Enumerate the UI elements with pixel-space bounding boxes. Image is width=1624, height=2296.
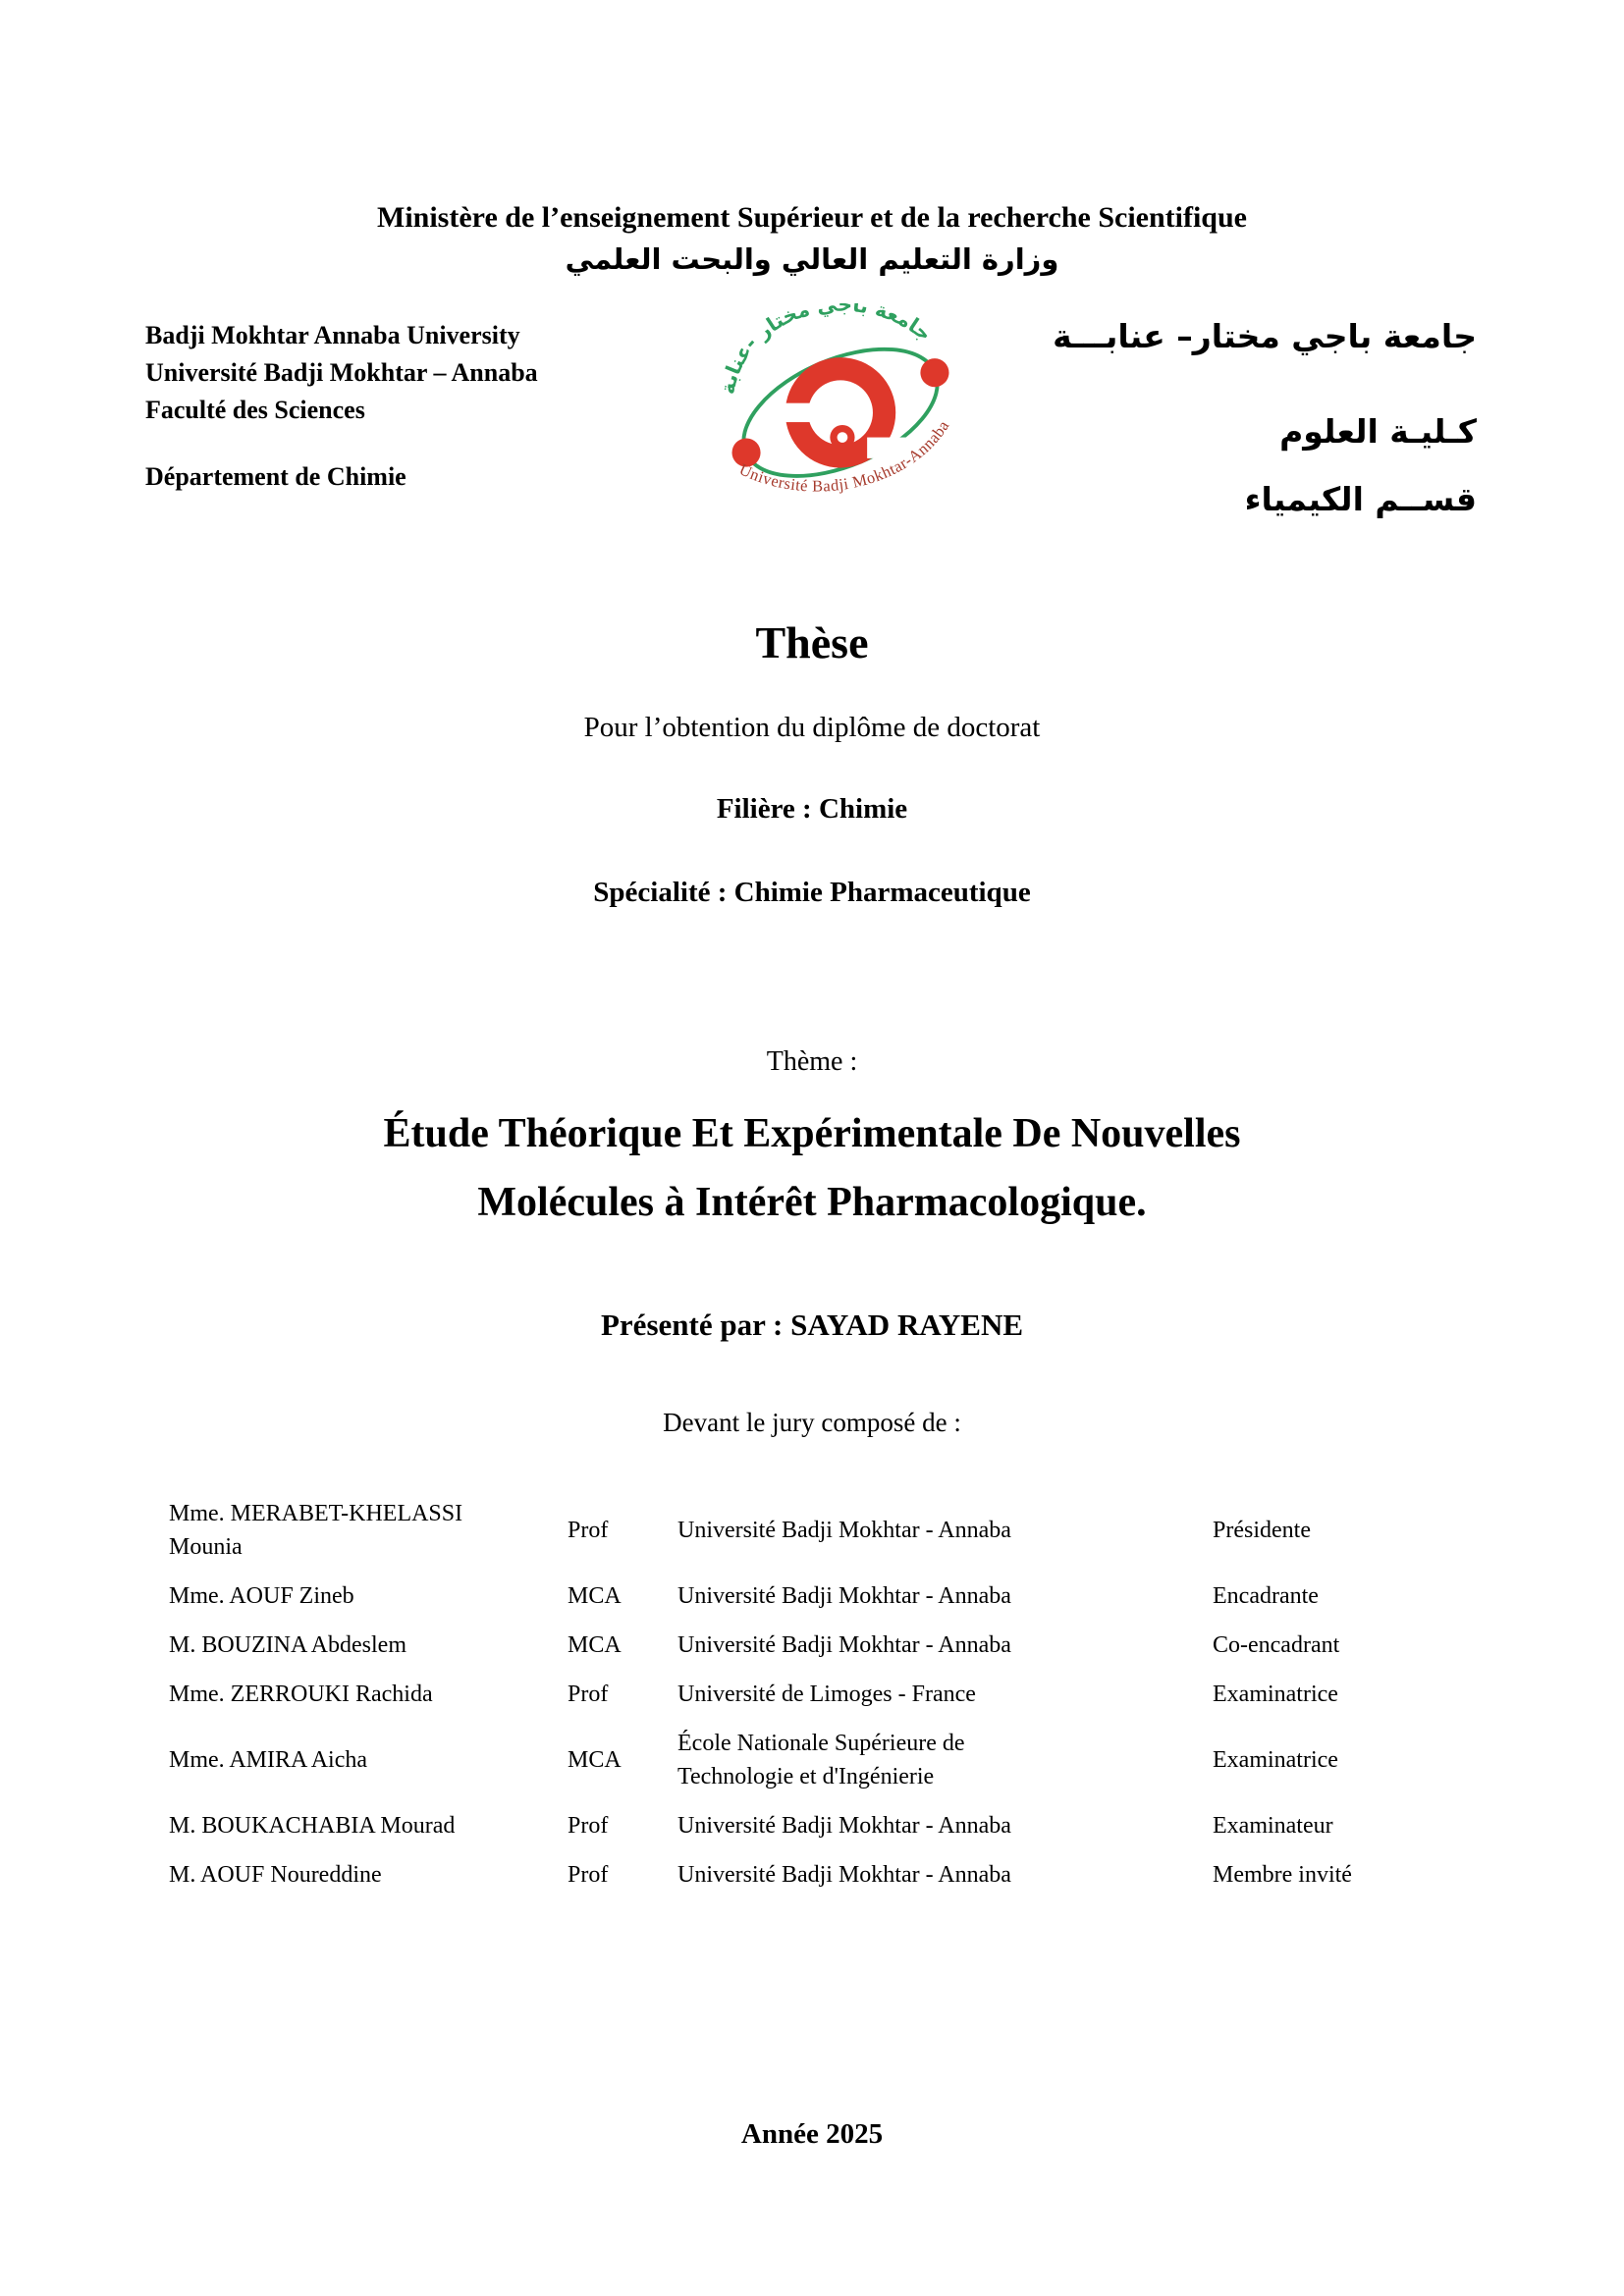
theme-label: Thème : [766, 1046, 858, 1077]
jury-table [0, 1497, 1624, 1892]
jury-member-role: Co-encadrant [1213, 1632, 1340, 1658]
ministry-title-fr: Ministère de l’enseignement Supérieur et de la recherche Scientifique [377, 201, 1247, 234]
jury-member-grade: MCA [568, 1583, 622, 1609]
jury-member-role: Examinatrice [1213, 1747, 1338, 1773]
thesis-title [0, 1099, 1624, 1237]
thesis-title-line1: Étude Théorique Et Expérimentale De Nouvelles [383, 1111, 1241, 1156]
jury-member-affiliation: Université Badji Mokhtar - Annaba [677, 1862, 1011, 1888]
jury-member-grade: Prof [568, 1682, 609, 1707]
institution-row [0, 303, 1624, 518]
jury-member-name: Mme. AMIRA Aicha [169, 1747, 367, 1773]
jury-member-affiliation: Université de Limoges - France [677, 1682, 976, 1707]
department-name: Département de Chimie [145, 462, 406, 491]
jury-member-affiliation: Université Badji Mokhtar - Annaba [677, 1813, 1011, 1839]
faculty-name: Faculté des Sciences [145, 396, 365, 424]
degree-purpose-line: Pour l’obtention du diplôme de doctorat [583, 712, 1041, 743]
jury-member-grade: Prof [568, 1518, 609, 1543]
jury-member-affiliation: Université Badji Mokhtar - Annaba [677, 1632, 1011, 1658]
logo-arc-text-fr: Université Badji Mokhtar-Annaba [736, 416, 953, 496]
ministry-title-ar: وزارة التعليم العالي والبحت العلمي [565, 242, 1059, 276]
jury-member-affiliation: École Nationale Supérieure de Technologie et d'Ingénierie [677, 1731, 965, 1789]
jury-member-role: Présidente [1213, 1518, 1311, 1543]
university-name-en: Badji Mokhtar Annaba University [145, 321, 520, 349]
jury-member-grade: Prof [568, 1862, 609, 1888]
orbit-dot-right-icon [920, 358, 948, 387]
presented-by-line: Présenté par : SAYAD RAYENE [600, 1308, 1024, 1342]
university-logo-graphic [717, 303, 964, 513]
jury-member-affiliation: Université Badji Mokhtar - Annaba [677, 1518, 1011, 1543]
institution-right-block [1045, 317, 1477, 518]
jury-member-name: Mme. AOUF Zineb [169, 1583, 354, 1609]
jury-member-role: Examinatrice [1213, 1682, 1338, 1707]
jury-member-role: Encadrante [1213, 1583, 1319, 1609]
logo-arc-text-ar: جامعة باجي مختار -عنابة [717, 303, 937, 397]
university-logo [717, 303, 964, 518]
jury-member-grade: Prof [568, 1813, 609, 1839]
jury-member-name: Mme. MERABET-KHELASSI Mounia [169, 1501, 463, 1560]
faculty-name-ar: كـليـة العلوم [1279, 412, 1477, 451]
year-line: Année 2025 [740, 2118, 884, 2150]
jury-member-name: Mme. ZERROUKI Rachida [169, 1682, 433, 1707]
thesis-title-line2: Molécules à Intérêt Pharmacologique. [477, 1180, 1147, 1225]
university-name-fr: Université Badji Mokhtar – Annaba [145, 358, 538, 387]
jury-member-grade: MCA [568, 1632, 622, 1658]
specialite-line: Spécialité : Chimie Pharmaceutique [593, 877, 1031, 908]
jury-member-name: M. BOUZINA Abdeslem [169, 1632, 406, 1658]
jury-member-affiliation: Université Badji Mokhtar - Annaba [677, 1583, 1011, 1609]
filiere-line: Filière : Chimie [716, 793, 908, 825]
document-type-title: Thèse [755, 617, 869, 667]
jury-heading: Devant le jury composé de : [663, 1408, 961, 1437]
jury-member-role: Membre invité [1213, 1862, 1352, 1888]
university-name-ar: جامعة باجي مختار– عنابـــة [1053, 317, 1477, 355]
institution-left-block [145, 317, 636, 496]
jury-member-name: M. AOUF Noureddine [169, 1862, 382, 1888]
department-name-ar: قســم الكيمياء [1244, 480, 1477, 518]
jury-member-role: Examinateur [1213, 1813, 1333, 1839]
jury-member-grade: MCA [568, 1747, 622, 1773]
jury-member-name: M. BOUKACHABIA Mourad [169, 1813, 456, 1839]
